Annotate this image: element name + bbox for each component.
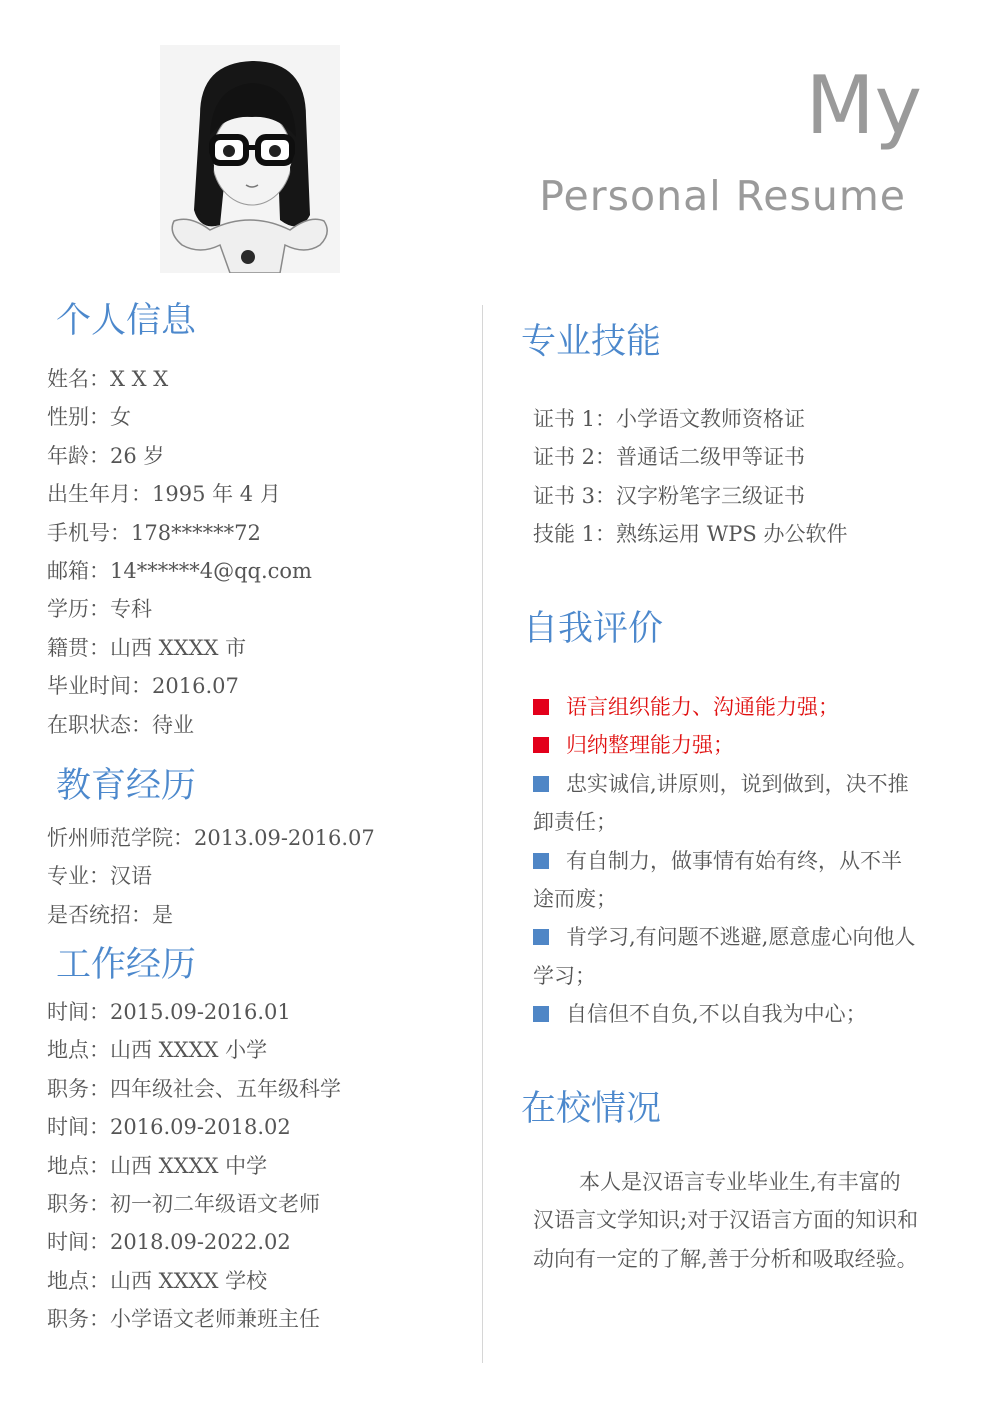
list-item: 地点：山西 XXXX 小学: [47, 1038, 268, 1063]
list-item: 邮箱：14******4@qq.com: [47, 558, 312, 583]
list-item: 证书 1：小学语文教师资格证: [533, 407, 806, 431]
blue-square-bullet-icon: [533, 1006, 549, 1022]
list-item: 职务：小学语文老师兼班主任: [47, 1307, 320, 1332]
list-item: 姓名：X X X: [47, 367, 169, 391]
list-item: 职务：初一初二年级语文老师: [47, 1191, 320, 1216]
list-item: 籍贯：山西 XXXX 市: [47, 635, 247, 660]
list-item: 肯学习,有问题不逃避,愿意虚心向他人学习；: [533, 925, 916, 988]
list-item: 在职状态：待业: [47, 712, 194, 737]
list-item: 时间：2015.09-2016.01: [47, 1000, 291, 1024]
list-item: 地点：山西 XXXX 学校: [47, 1268, 268, 1293]
campus-heading: 在校情况: [521, 1089, 662, 1129]
personal-info-list: [47, 360, 312, 744]
red-square-bullet-icon: [533, 699, 549, 715]
list-item: 证书 3：汉字粉笔字三级证书: [533, 483, 806, 508]
hero-subtitle: Personal Resume: [539, 172, 906, 220]
list-item: 年龄：26 岁: [47, 443, 165, 468]
list-item: 时间：2018.09-2022.02: [47, 1230, 291, 1255]
list-item: 语言组织能力、沟通能力强；: [533, 688, 918, 726]
list-item: 是否统招：是: [47, 902, 173, 927]
skills-list: [533, 400, 848, 554]
red-square-bullet-icon: [533, 737, 549, 753]
skills-heading: 专业技能: [521, 322, 662, 362]
education-list: [47, 819, 375, 934]
blue-square-bullet-icon: [533, 776, 549, 792]
list-item: 归纳整理能力强；: [533, 726, 918, 764]
list-item: 有自制力，做事情有始有终，从不半途而废；: [533, 848, 902, 912]
work-heading: 工作经历: [56, 945, 197, 985]
list-item: 毕业时间：2016.07: [47, 674, 239, 699]
list-item: 时间：2016.09-2018.02: [47, 1115, 291, 1140]
list-item: 忻州师范学院：2013.09-2016.07: [47, 826, 375, 850]
self-eval-heading: 自我评价: [523, 609, 664, 649]
list-item: 证书 2：普通话二级甲等证书: [533, 445, 806, 470]
list-item: 出生年月：1995 年 4 月: [47, 482, 281, 507]
personal-info-heading: 个人信息: [56, 301, 197, 341]
list-item: 自信但不自负,不以自我为中心；: [533, 995, 918, 1033]
blue-square-bullet-icon: [533, 853, 549, 869]
avatar: [160, 45, 340, 273]
campus-paragraph: 本人是汉语言专业毕业生,有丰富的汉语言文学知识;对于汉语言方面的知识和动向有一定的了解,善于分析和吸取经验。: [533, 1170, 919, 1271]
hero-my: My: [805, 59, 922, 152]
list-item: 手机号：178******72: [47, 520, 261, 545]
list-item: 学历：专科: [47, 597, 152, 622]
education-heading: 教育经历: [56, 766, 197, 806]
list-item: 地点：山西 XXXX 中学: [47, 1153, 268, 1178]
list-item: 职务：四年级社会、五年级科学: [47, 1076, 341, 1101]
list-item: 性别：女: [47, 405, 131, 430]
list-item: 忠实诚信,讲原则，说到做到，决不推卸责任；: [533, 771, 909, 835]
self-eval-list: [533, 688, 918, 1034]
work-list: [47, 993, 341, 1339]
list-item: 技能 1：熟练运用 WPS 办公软件: [533, 522, 848, 547]
column-divider: [482, 305, 483, 1363]
list-item: 专业：汉语: [47, 864, 152, 889]
blue-square-bullet-icon: [533, 929, 549, 945]
